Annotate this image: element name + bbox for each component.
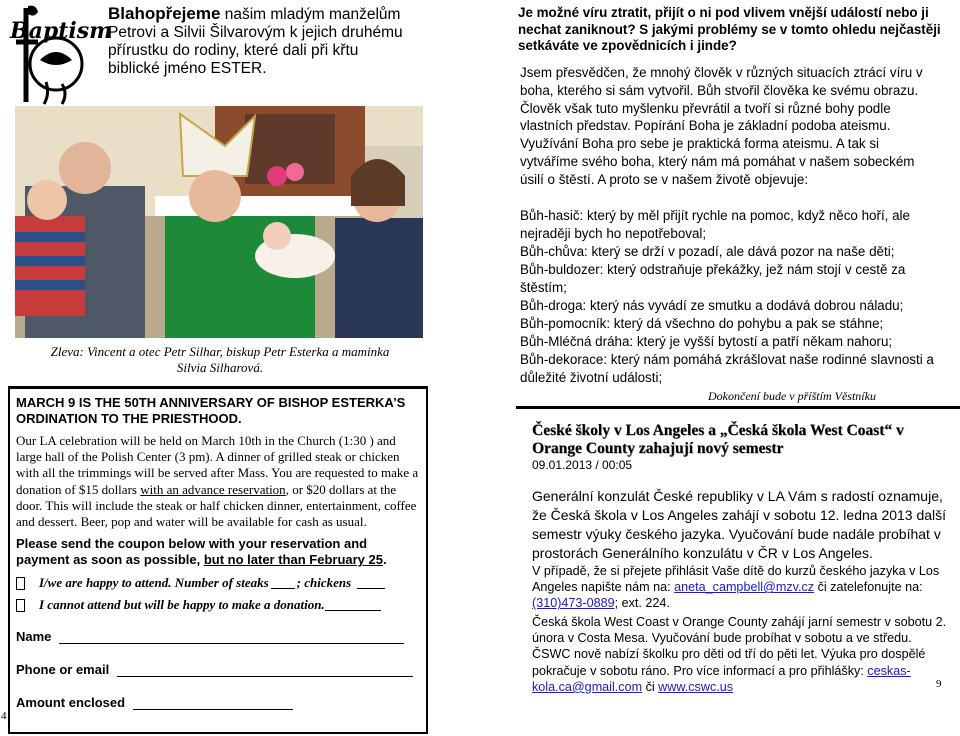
attend-option [16,572,421,594]
contact-row [16,644,421,677]
deadline-underline: but no later than February 25 [203,552,383,568]
list-item: Bůh-hasič: který by měl přijít rychle na pomoc, když něco hoří, ale nejraději bych ho nepotřeboval; [520,208,910,241]
list-item: Bůh-droga: který nás vyvádí ze smutku a dodává dobrou náladu; [520,298,904,313]
photo-caption: Zleva: Vincent a otec Petr Silhar, biskup Petr Esterka a maminka Silvia Silharová. [50,344,390,375]
email-link-cswc[interactable]: ceskas-kola.ca@gmail.com [532,663,911,694]
baptism-photo [15,106,423,338]
list-item: Bůh-dekorace: který nám pomáhá zkrášlovat naše rodinné slavnosti a důležité životní události; [520,352,934,385]
continued-note: Dokončení bude v příštím Věstníku [708,389,876,403]
attend-label-b: ; chickens [296,575,352,591]
reservation-underline: with an advance reservation [140,481,286,497]
amount-row [16,677,421,710]
donation-label: I cannot attend but will be happy to make a donation. [39,597,325,613]
list-item: Bůh-Mléčná dráha: který je vyšší bytostí a patří někam nahoru; [520,334,893,349]
steaks-blank[interactable] [271,577,295,589]
list-item: Bůh-chůva: který se drží v pozadí, ale dává pozor na naše děti; [520,244,895,259]
name-label: Name [16,629,52,645]
news-paragraph-2: V případě, že si přejete přihlásit Vaše dítě do kurzů českého jazyka v Los Angeles napište nám na: aneta_campbell@mzv.cz či zatelefonujte na: (310)473-0889; ext. 224. [532,564,940,611]
donation-blank[interactable] [325,599,381,611]
contact-blank[interactable] [117,676,413,677]
amount-label: Amount enclosed [16,695,126,711]
attend-checkbox[interactable] [16,577,25,590]
god-list [520,207,952,387]
news-date: 09.01.2013 / 00:05 [532,458,633,472]
anniversary-box [8,386,428,734]
name-row [16,616,421,644]
celebration-text: Our LA celebration will be held on March 10th in the Church (1:30 ) and large hall of the Polish Center (3 pm). A dinner of grilled steak or chicken with all the trimmings will be served after Mass. You are requested to make a donation of $15 dollars with an advance reservation, or $20 dollars at the door. This will include the steak or half chicken dinner, entertainment, coffee and dessert. Beer, pop and water will be available for cash as usual. [16,433,419,530]
contact-label: Phone or email [16,662,110,678]
attend-label-a: I/we are happy to attend. Number of steaks [39,575,269,591]
congratulations-text [108,5,408,78]
name-blank[interactable] [59,643,404,644]
news-paragraph-1: Generální konzulát České republiky v LA Vám s radostí oznamuje, že Česká škola v Los Angeles zahájí v sobotu 12. ledna 2013 další semestr výuky českého jazyka. Vyučování bude nadále probíhat v prostorách Generálního konzulátu v ČR v Los Angeles. [532,488,947,561]
news-paragraph-3: Česká škola West Coast v Orange County zahájí jarní semestr v sobotu 2. února v Costa Mesa. Vyučování bude probíhat v sobotu a ve středu. ČSWC nově nabízí školku pro děti od tří do pěti let. Výuka pro dospělé pokračuje v sobotu ráno. Pro více informací a pro přihlášky: ceskas-kola.ca@gmail.com či www.cswc.us [532,615,947,694]
page-number-left: 4 [1,710,7,722]
congratulations-body: našim mladým manželům Petrovi a Silvii Šilvarovým k jejich druhému přírustku do rodiny, které dali při křtu biblické jméno ESTER. [108,6,403,77]
interview-answer: Jsem přesvědčen, že mnohý člověk v různých situacích ztrácí víru v boha, kterého si sám vytvořil. Bůh stvořil člověka ke svému obrazu. Člověk však tuto myšlenku převrátil a tvoří si různé bohy podle vlastních představ. Popírání Boha je základní podoba ateismu. Využívání Boha pro sebe je praktická forma ateismu. A tak si vytváříme svého boha, který nám má pomáhat v našem sobeckém úsilí o štěstí. A proto se v našem životě objevuje: [520,65,923,187]
news-title: České školy v Los Angeles a „Česká škola West Coast“ v Orange County zahajují nový semestr [532,422,904,457]
congratulations-bold: Blahopřejeme [108,4,221,23]
phone-link[interactable]: (310)473-0889 [532,596,615,611]
logo-text: Baptism [10,18,113,44]
chickens-blank[interactable] [357,577,385,589]
amount-blank[interactable] [133,709,293,710]
section-divider [516,406,960,409]
baptism-logo [6,2,113,106]
website-link[interactable]: www.cswc.us [658,679,734,694]
donation-option [16,594,421,616]
coupon-instructions: Please send the coupon below with your reservation and payment as soon as possible, but no later than February 25. [16,536,387,568]
list-item: Bůh-buldozer: který odstraňuje překážky, jež nám stojí v cestě za štěstím; [520,262,906,295]
page-number-right: 9 [936,678,942,690]
donation-checkbox[interactable] [16,599,25,612]
interview-question: Je možné víru ztratit, přijít o ni pod vlivem vnější událostí nebo ji nechat zaniknout? S jakými problémy se v tomto ohledu nejčastěji setkáváte ve zpovědnicích i jinde? [518,5,941,53]
list-item: Bůh-pomocník: který dá všechno do pohybu a pak se stáhne; [520,316,884,331]
email-link-consulate[interactable]: aneta_campbell@mzv.cz [674,580,815,595]
anniversary-heading: MARCH 9 IS THE 50TH ANNIVERSARY OF BISHOP ESTERKA’S ORDINATION TO THE PRIESTHOOD. [16,395,406,426]
